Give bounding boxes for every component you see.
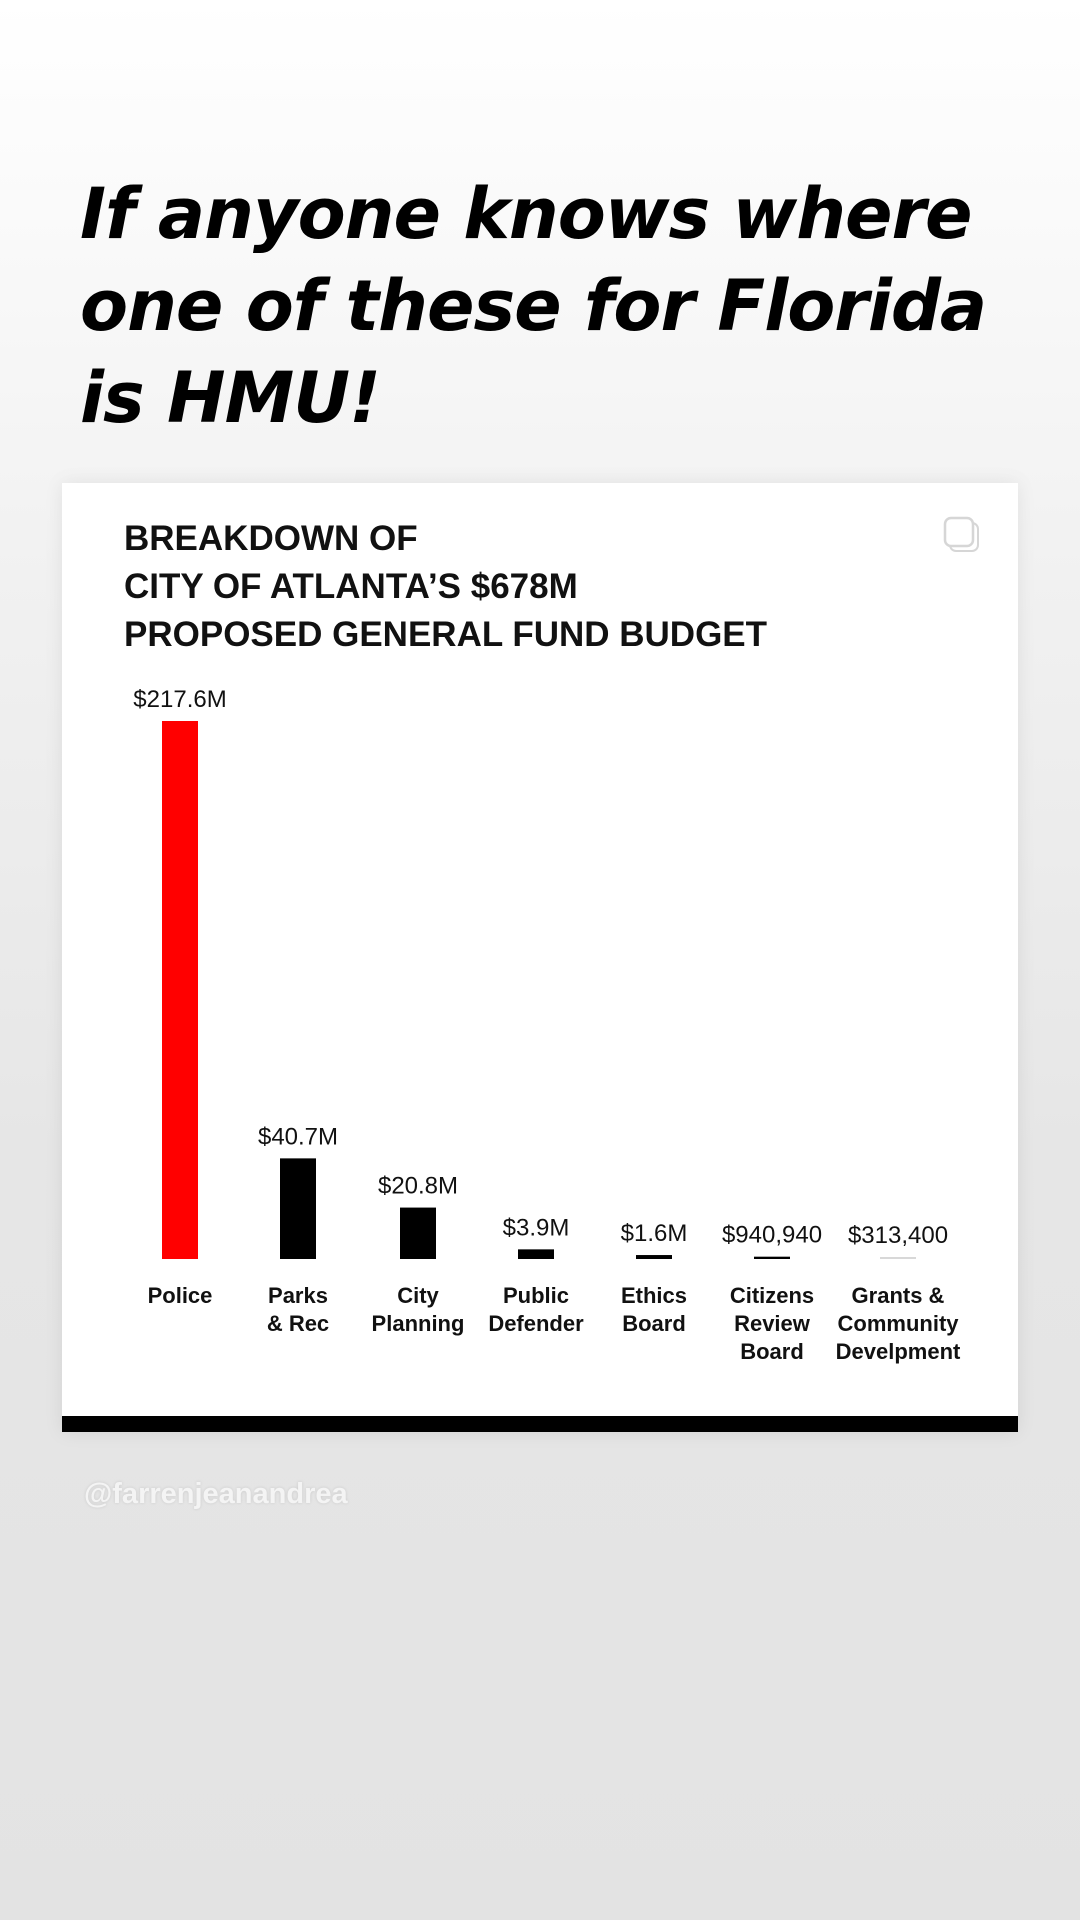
value-label-3: $3.9M: [502, 1214, 570, 1242]
category-label-5-1: Review: [734, 1311, 810, 1336]
category-label-3-1: Defender: [488, 1311, 584, 1336]
mention-tag[interactable]: @farrenjeanandrea: [84, 1478, 348, 1510]
value-label-2: $20.8M: [377, 1172, 459, 1200]
category-label-1-0: Parks: [268, 1283, 328, 1308]
value-label-4: $1.6M: [620, 1220, 688, 1248]
reshared-post-card[interactable]: [62, 483, 1018, 1432]
bar-1: [280, 1158, 316, 1259]
category-label-4-1: Board: [622, 1311, 686, 1336]
bar-3: [518, 1249, 554, 1259]
value-label-6: $313,400: [847, 1222, 949, 1249]
value-label-5: $940,940: [721, 1221, 823, 1249]
value-label-1: $40.7M: [257, 1123, 339, 1151]
category-label-2-1: Planning: [371, 1311, 465, 1336]
category-label-6-0: Grants &: [851, 1283, 945, 1308]
category-label-3-0: Public: [502, 1283, 570, 1308]
category-label-1-1: & Rec: [266, 1311, 330, 1336]
chart-title-line-1: BREAKDOWN OF: [124, 519, 418, 558]
bar-6: [880, 1257, 916, 1259]
value-label-0: $217.6M: [133, 686, 227, 713]
bar-4: [636, 1255, 672, 1259]
category-label-5-0: Citizens: [729, 1283, 815, 1308]
category-label-6-1: Community: [837, 1311, 959, 1336]
bar-0: [162, 721, 198, 1259]
bar-5: [754, 1257, 790, 1259]
chart-title-line-3: PROPOSED GENERAL FUND BUDGET: [124, 615, 768, 654]
category-label-2-0: City: [397, 1283, 439, 1308]
story-caption: If anyone knows where one of these for Florida is HMU!: [80, 173, 987, 439]
post-card-bottom-bar: [62, 1416, 1018, 1432]
bar-2: [400, 1208, 436, 1259]
budget-bar-chart: [62, 483, 1018, 1432]
category-label-4-0: Ethics: [620, 1283, 688, 1308]
category-label-6-2: Develpment: [835, 1339, 961, 1364]
chart-title-line-2: CITY OF ATLANTA’S $678M: [124, 567, 578, 606]
category-label-5-2: Board: [740, 1339, 804, 1364]
category-label-0-0: Police: [147, 1283, 213, 1308]
